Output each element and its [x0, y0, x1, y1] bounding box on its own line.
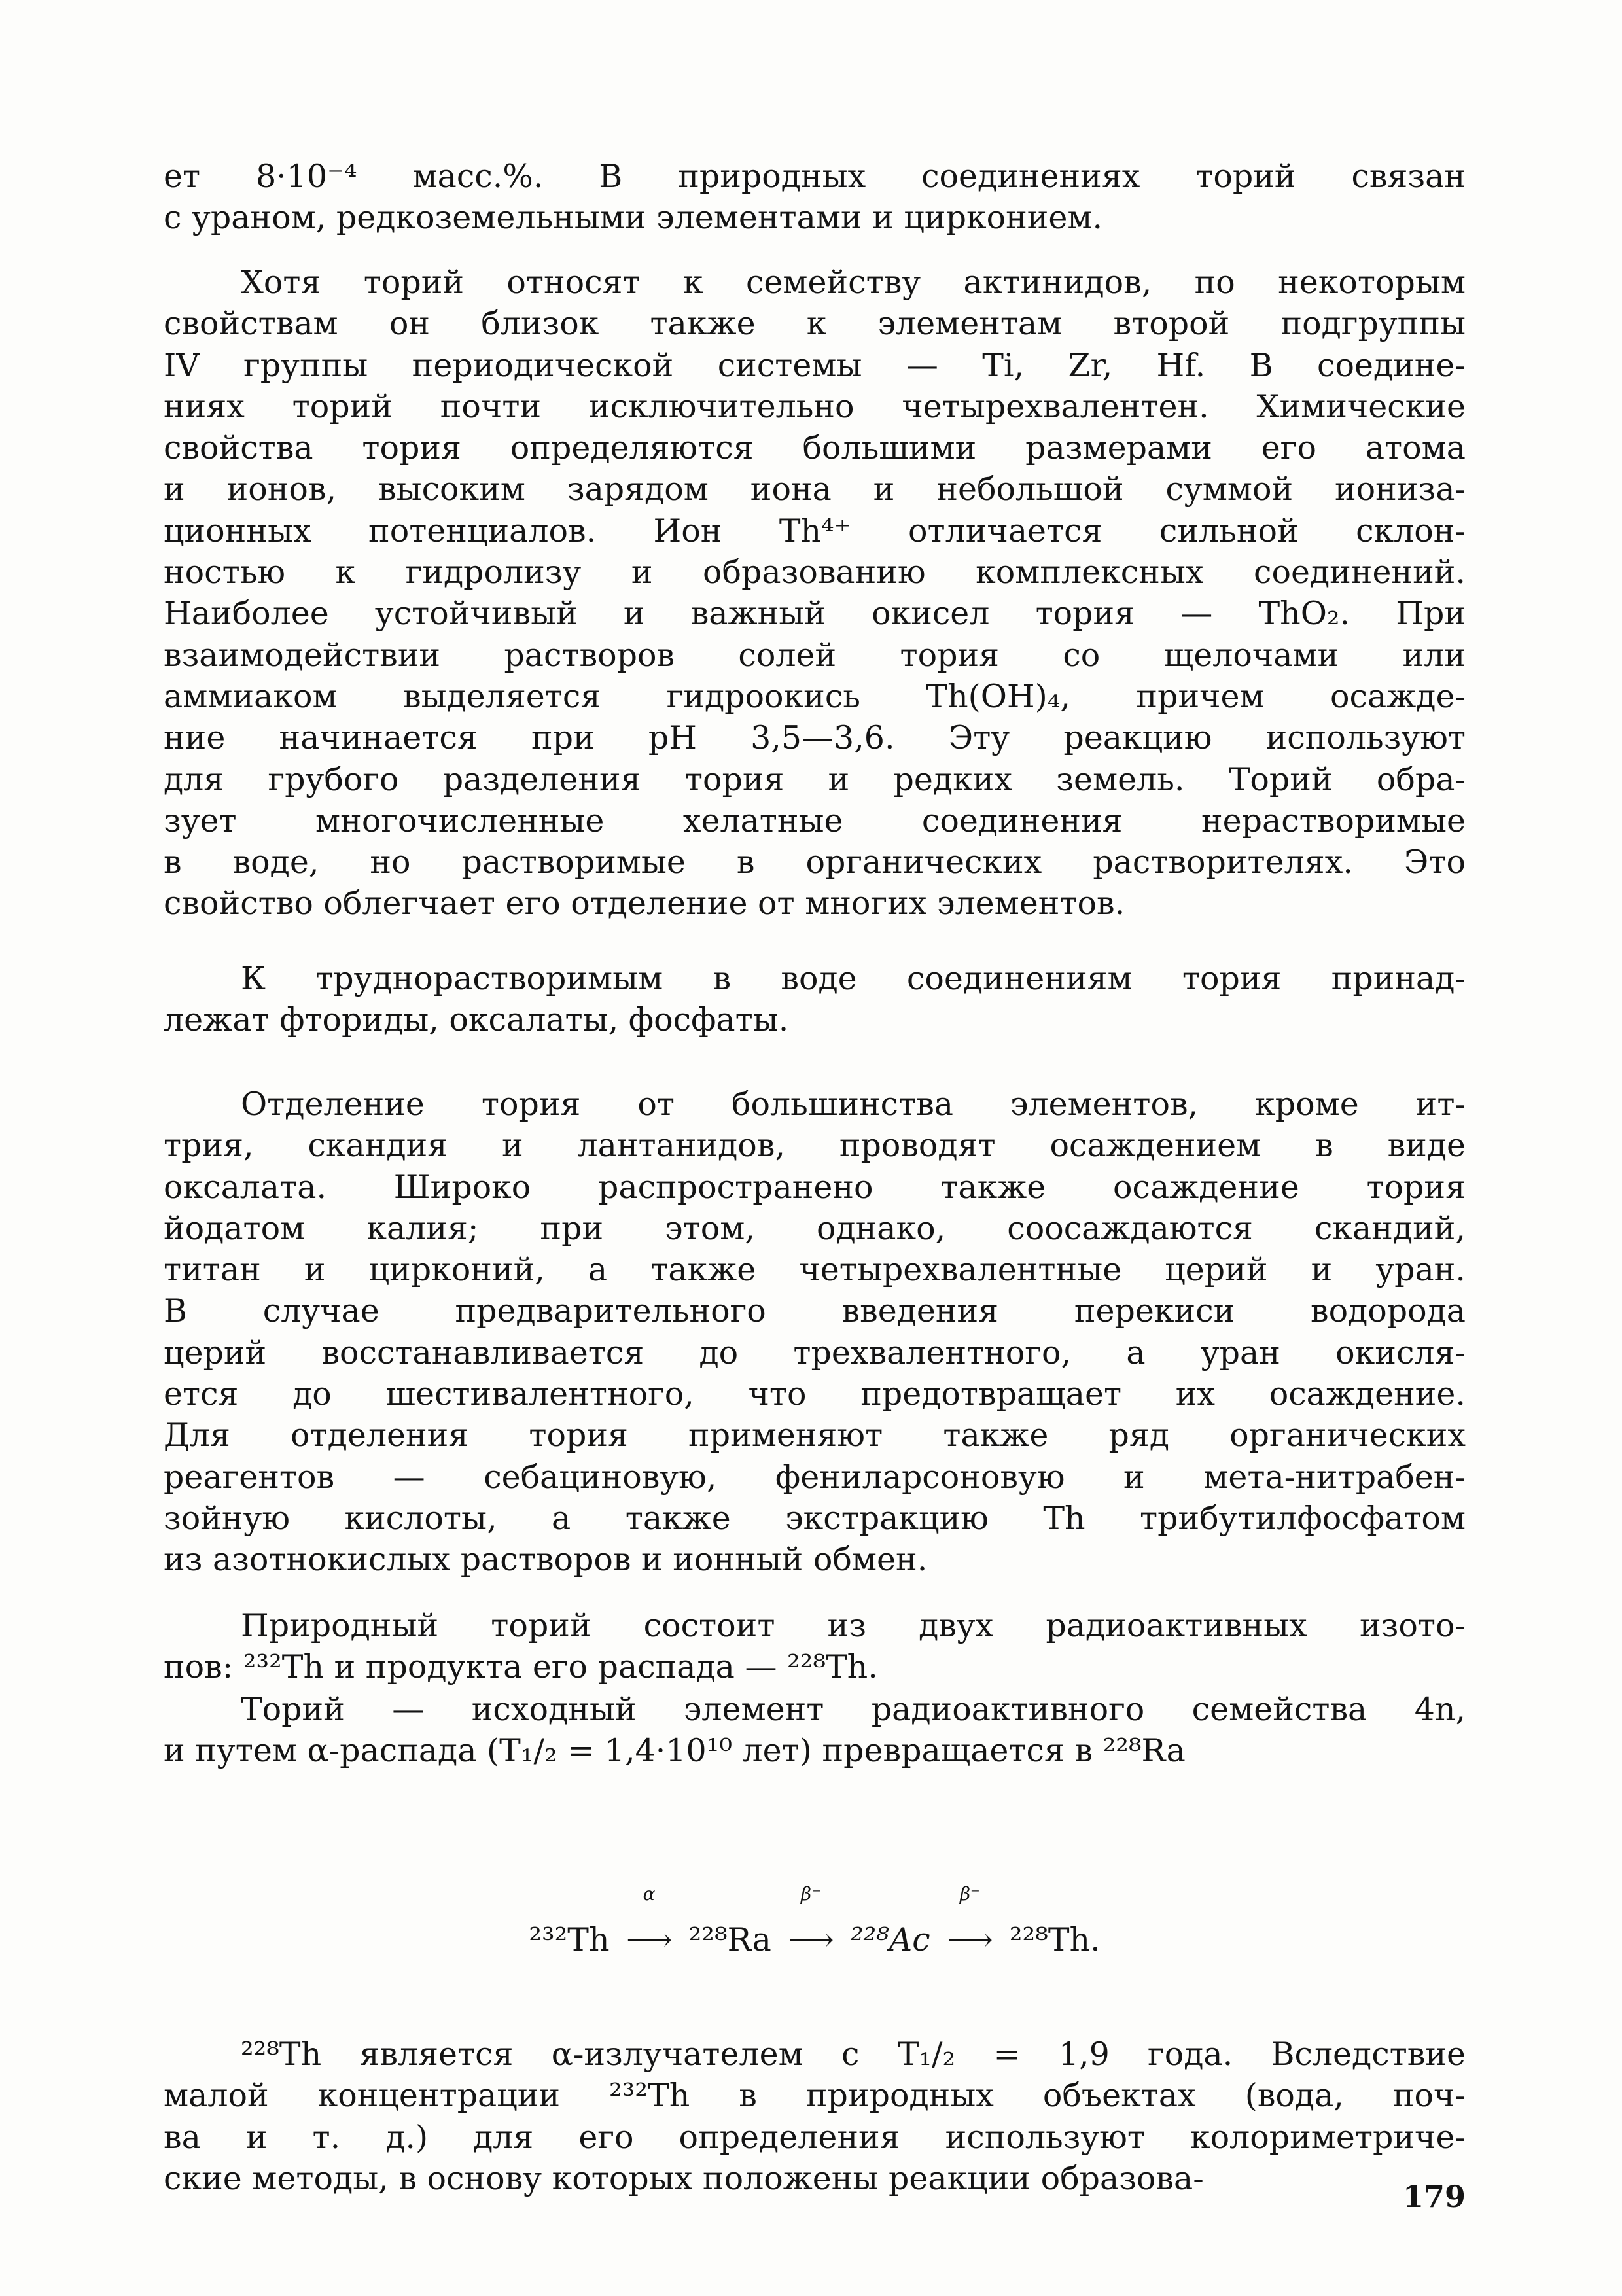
text-line: для грубого разделения тория и редких земель. Торий обра-	[164, 760, 1466, 798]
equation-term: ²²⁸Ra	[688, 1921, 771, 1958]
text-line: аммиаком выделяется гидроокись Th(OH)₄, причем осажде-	[164, 677, 1466, 715]
text-line: зует многочисленные хелатные соединения нерастворимые	[164, 802, 1466, 839]
equation-term: ²³²Th	[529, 1921, 610, 1958]
page-number: 179	[1402, 2179, 1466, 2214]
text-line: лежат фториды, оксалаты, фосфаты.	[164, 1001, 789, 1039]
paragraph	[164, 1689, 1466, 1772]
text-line: Для отделения тория применяют также ряд органических	[164, 1417, 1466, 1455]
text-line: Наиболее устойчивый и важный окисел тория — ThO₂. При	[164, 595, 1466, 633]
text-line: Отделение тория от большинства элементов, кроме ит-	[241, 1086, 1466, 1123]
text-line: ниях торий почти исключительно четырехвалентен. Химические	[164, 387, 1466, 425]
text-line: ²²⁸Th является α-излучателем с T₁/₂ = 1,9 года. Вследствие	[241, 2036, 1466, 2073]
text-line: и путем α-распада (T₁/₂ = 1,4·10¹⁰ лет) превращается в ²²⁸Ra	[164, 1732, 1186, 1770]
text-line: йодатом калия; при этом, однако, соосаждаются скандий,	[164, 1209, 1466, 1247]
text-line: В случае предварительного введения перекиси водорода	[164, 1292, 1466, 1330]
decay-arrow: β⁻ ⟶	[781, 1907, 840, 1973]
text-line: оксалата. Широко распространено также осаждение тория	[164, 1168, 1466, 1206]
text-line: трия, скандия и лантанидов, проводят осаждением в виде	[164, 1127, 1466, 1165]
text-line: зойную кислоты, а также экстракцию Th трибутилфосфатом	[164, 1499, 1466, 1537]
text-line: ет 8·10⁻⁴ масс.%. В природных соединениях торий связан	[164, 158, 1466, 195]
decay-arrow: β⁻ ⟶	[940, 1907, 999, 1973]
text-line: реагентов — себациновую, фениларсоновую и мета-нитрабен-	[164, 1458, 1466, 1496]
text-line: пов: ²³²Th и продукта его распада — ²²⁸Th.	[164, 1648, 878, 1686]
text-line: свойство облегчает его отделение от многих элементов.	[164, 885, 1125, 923]
text-line: в воде, но растворимые в органических растворителях. Это	[164, 843, 1466, 881]
paragraph	[164, 2034, 1466, 2199]
paragraph	[164, 156, 1466, 239]
text-line: IV группы периодической системы — Ti, Zr, Hf. В соедине-	[164, 346, 1466, 384]
text-line: ва и т. д.) для его определения используют колориметриче-	[164, 2118, 1466, 2156]
text-line: Торий — исходный элемент радиоактивного семейства 4n,	[241, 1691, 1466, 1728]
text-line: ностью к гидролизу и образованию комплексных соединений.	[164, 554, 1466, 592]
paragraph	[164, 958, 1466, 1041]
decay-chain-equation	[164, 1883, 1466, 1973]
arrow-label: β⁻	[959, 1883, 980, 1905]
text-line: К труднорастворимым в воде соединениям тория принад-	[241, 960, 1466, 997]
paragraph	[164, 1084, 1466, 1581]
text-line: ние начинается при pH 3,5—3,6. Эту реакцию используют	[164, 719, 1466, 757]
equation-term: ²²⁸Th.	[1009, 1921, 1101, 1958]
text-line: ционных потенциалов. Ион Th⁴⁺ отличается сильной склон-	[164, 512, 1466, 550]
text-line: церий восстанавливается до трехвалентного, а уран окисля-	[164, 1333, 1466, 1371]
text-line: свойства тория определяются большими размерами его атома	[164, 429, 1466, 467]
text-line: титан и цирконий, а также четырехвалентные церий и уран.	[164, 1251, 1466, 1289]
arrow-label: α	[643, 1883, 656, 1905]
paragraph	[164, 1605, 1466, 1688]
text-line: из азотнокислых растворов и ионный обмен.	[164, 1541, 928, 1579]
arrow-label: β⁻	[800, 1883, 821, 1905]
paragraph	[164, 262, 1466, 925]
text-line: свойствам он близок также к элементам второй подгруппы	[164, 305, 1466, 343]
equation-term: ²²⁸Ac	[850, 1921, 930, 1958]
text-line: ется до шестивалентного, что предотвращает их осаждение.	[164, 1375, 1466, 1413]
decay-arrow: α ⟶	[620, 1907, 679, 1973]
text-line: Природный торий состоит из двух радиоактивных изото-	[241, 1607, 1466, 1644]
text-line: с ураном, редкоземельными элементами и цирконием.	[164, 199, 1103, 237]
text-line: и ионов, высоким зарядом иона и небольшой суммой иониза-	[164, 470, 1466, 508]
text-line: Хотя торий относят к семейству актинидов, по некоторым	[241, 264, 1466, 301]
text-line: малой концентрации ²³²Th в природных объектах (вода, поч-	[164, 2077, 1466, 2115]
text-line: взаимодействии растворов солей тория со щелочами или	[164, 636, 1466, 674]
text-line: ские методы, в основу которых положены реакции образова-	[164, 2159, 1204, 2197]
